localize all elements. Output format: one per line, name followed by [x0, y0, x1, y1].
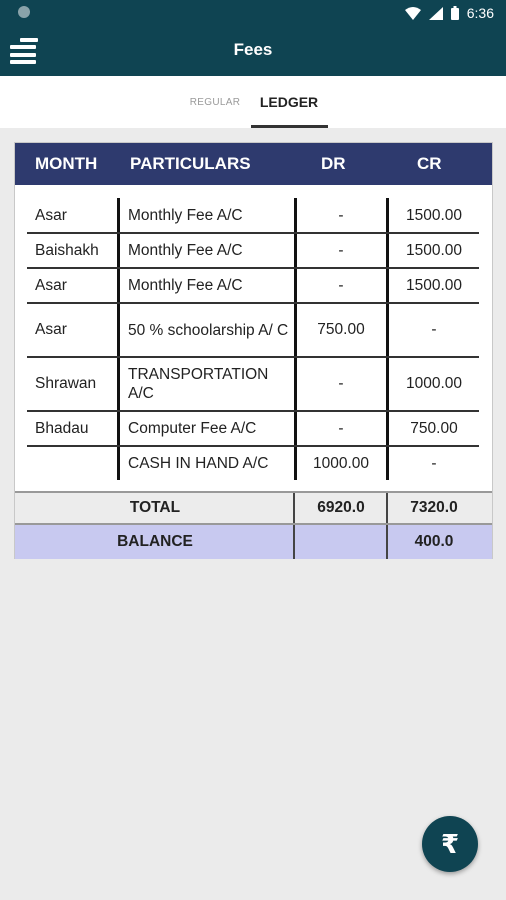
cell-cr: 1500.00	[405, 276, 463, 294]
total-row	[15, 491, 492, 525]
status-time: 6:36	[466, 5, 494, 21]
wifi-icon	[405, 7, 421, 20]
table-row	[15, 233, 492, 268]
status-bar	[0, 0, 506, 26]
cell-dr: 1000.00	[312, 454, 370, 472]
column-header-month: MONTH	[35, 154, 98, 173]
table-row	[15, 357, 492, 411]
cell-particulars: 50 % schoolarship A/ C	[128, 321, 289, 339]
table-row	[15, 411, 492, 446]
balance-dr	[296, 525, 386, 559]
balance-cr: 400.0	[414, 533, 454, 550]
column-divider	[293, 493, 295, 523]
signal-icon	[429, 7, 443, 20]
cell-cr: 750.00	[410, 419, 458, 437]
page-title: Fees	[233, 40, 273, 59]
cell-particulars: Monthly Fee A/C	[128, 242, 243, 259]
total-cr: 7320.0	[410, 499, 458, 516]
notification-dot-icon	[18, 6, 30, 18]
cell-month: Asar	[35, 321, 67, 338]
cell-month: Bhadau	[35, 419, 89, 437]
cell-month: Baishakh	[35, 241, 99, 259]
cell-dr: 750.00	[317, 321, 365, 338]
tab-indicator	[251, 125, 328, 128]
total-dr: 6920.0	[317, 499, 365, 516]
balance-label: BALANCE	[117, 533, 193, 550]
cell-cr: 1500.00	[405, 206, 463, 224]
cell-cr: 1500.00	[405, 241, 463, 259]
app-bar	[0, 26, 506, 76]
pay-fee-button[interactable]	[422, 816, 478, 872]
table-row	[15, 303, 492, 357]
cell-dr: -	[338, 241, 344, 259]
status-icons	[405, 4, 494, 22]
rupee-icon: ₹	[440, 828, 460, 859]
cell-dr: -	[338, 375, 344, 392]
cell-particulars: TRANSPORTATION A/C	[128, 366, 269, 402]
column-header-cr: CR	[417, 154, 442, 173]
cell-particulars: CASH IN HAND A/C	[128, 455, 269, 472]
table-row	[15, 198, 492, 233]
total-label: TOTAL	[129, 499, 181, 516]
battery-icon	[451, 6, 459, 20]
column-divider	[293, 525, 295, 559]
cell-particulars: Monthly Fee A/C	[128, 207, 243, 224]
column-header-dr: DR	[321, 154, 346, 173]
ledger-table	[14, 142, 493, 559]
balance-row	[15, 525, 492, 559]
column-divider	[386, 525, 388, 559]
cell-dr: -	[338, 276, 344, 294]
cell-cr: 1000.00	[405, 375, 463, 392]
cell-month: Shrawan	[35, 375, 97, 392]
column-divider	[386, 493, 388, 523]
table-row	[15, 446, 492, 481]
table-row	[15, 268, 492, 303]
cell-dr: -	[338, 206, 344, 224]
tab-bar	[0, 76, 506, 128]
cell-particulars: Computer Fee A/C	[128, 420, 257, 437]
column-header-particulars: PARTICULARS	[130, 154, 251, 173]
table-header	[15, 143, 492, 185]
tab-ledger[interactable]: LEDGER	[259, 94, 319, 110]
cell-month	[35, 446, 123, 481]
tab-regular[interactable]: REGULAR	[189, 96, 241, 108]
cell-dr: -	[338, 419, 344, 437]
cell-month: Asar	[35, 206, 67, 224]
cell-cr: -	[431, 454, 437, 472]
cell-month: Asar	[35, 276, 67, 294]
cell-cr: -	[431, 321, 437, 338]
cell-particulars: Monthly Fee A/C	[128, 277, 243, 294]
